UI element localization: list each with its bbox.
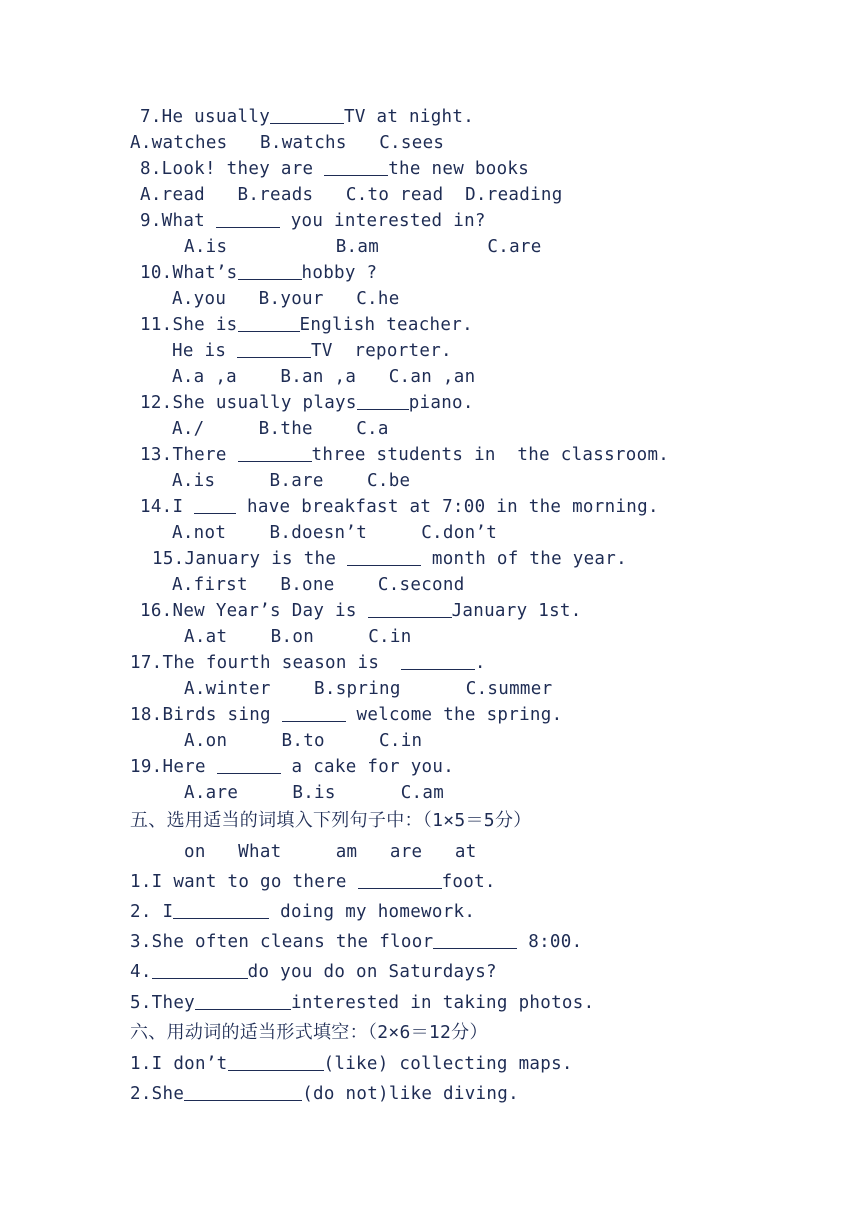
answer-blank[interactable] xyxy=(368,601,452,618)
question-7-options: A.watches B.watchs C.sees xyxy=(130,133,445,153)
answer-blank[interactable] xyxy=(401,653,475,670)
answer-blank[interactable] xyxy=(238,315,300,332)
question-8: 8.Look! they are the new books xyxy=(140,159,530,179)
answer-blank[interactable] xyxy=(184,1084,302,1101)
question-12-options: A./ B.the C.a xyxy=(172,419,389,439)
question-11: 11.She is English teacher. xyxy=(140,315,473,335)
section-5-question-4: 4. do you do on Saturdays? xyxy=(130,962,497,982)
question-14: 14.I have breakfast at 7:00 in the morning. xyxy=(140,497,659,517)
question-19-options: A.are B.is C.am xyxy=(184,783,445,803)
question-17: 17.The fourth season is . xyxy=(130,653,486,673)
answer-blank[interactable] xyxy=(270,107,344,124)
section-6-question-1: 1.I don’t (like) collecting maps. xyxy=(130,1054,573,1074)
section-5-question-3: 3.She often cleans the floor 8:00. xyxy=(130,932,583,952)
answer-blank[interactable] xyxy=(433,932,517,949)
question-14-options: A.not B.doesn’t C.don’t xyxy=(172,523,498,543)
question-17-options: A.winter B.spring C.summer xyxy=(184,679,553,699)
question-12: 12.She usually plays piano. xyxy=(140,393,474,413)
question-11-options: A.a ,a B.an ,a C.an ,an xyxy=(172,367,476,387)
question-15: 15.January is the month of the year. xyxy=(152,549,627,569)
answer-blank[interactable] xyxy=(324,159,388,176)
answer-blank[interactable] xyxy=(237,341,311,358)
section-6-question-2: 2.She (do not)like diving. xyxy=(130,1084,519,1104)
question-16: 16.New Year’s Day is January 1st. xyxy=(140,601,582,621)
answer-blank[interactable] xyxy=(173,902,269,919)
section-5-question-2: 2. I doing my homework. xyxy=(130,902,476,922)
section-5-heading: 五、选用适当的词填入下列句子中：（1×5＝5分） xyxy=(130,810,532,831)
answer-blank[interactable] xyxy=(238,445,312,462)
answer-blank[interactable] xyxy=(152,962,248,979)
question-9-options: A.is B.am C.are xyxy=(184,237,542,257)
question-18: 18.Birds sing welcome the spring. xyxy=(130,705,563,725)
answer-blank[interactable] xyxy=(195,993,291,1010)
answer-blank[interactable] xyxy=(238,263,302,280)
question-18-options: A.on B.to C.in xyxy=(184,731,423,751)
question-13: 13.There three students in the classroom. xyxy=(140,445,670,465)
question-15-options: A.first B.one C.second xyxy=(172,575,465,595)
answer-blank[interactable] xyxy=(217,757,281,774)
question-8-options: A.read B.reads C.to read D.reading xyxy=(140,185,563,205)
answer-blank[interactable] xyxy=(358,872,442,889)
answer-blank[interactable] xyxy=(357,393,409,410)
answer-blank[interactable] xyxy=(194,497,236,514)
question-7: 7.He usually TV at night. xyxy=(140,107,475,127)
answer-blank[interactable] xyxy=(347,549,421,566)
question-9: 9.What you interested in? xyxy=(140,211,486,231)
question-11-line-2: He is TV reporter. xyxy=(172,341,452,361)
section-5-question-5: 5.They interested in taking photos. xyxy=(130,993,595,1013)
question-10: 10.What’s hobby ? xyxy=(140,263,378,283)
section-5-word-bank: on What am are at xyxy=(184,842,477,862)
answer-blank[interactable] xyxy=(228,1054,324,1071)
question-16-options: A.at B.on C.in xyxy=(184,627,412,647)
question-19: 19.Here a cake for you. xyxy=(130,757,455,777)
question-13-options: A.is B.are C.be xyxy=(172,471,411,491)
section-5-question-1: 1.I want to go there foot. xyxy=(130,872,496,892)
question-10-options: A.you B.your C.he xyxy=(172,289,400,309)
answer-blank[interactable] xyxy=(282,705,346,722)
answer-blank[interactable] xyxy=(216,211,280,228)
section-6-heading: 六、用动词的适当形式填空：（2×6＝12分） xyxy=(130,1022,488,1043)
